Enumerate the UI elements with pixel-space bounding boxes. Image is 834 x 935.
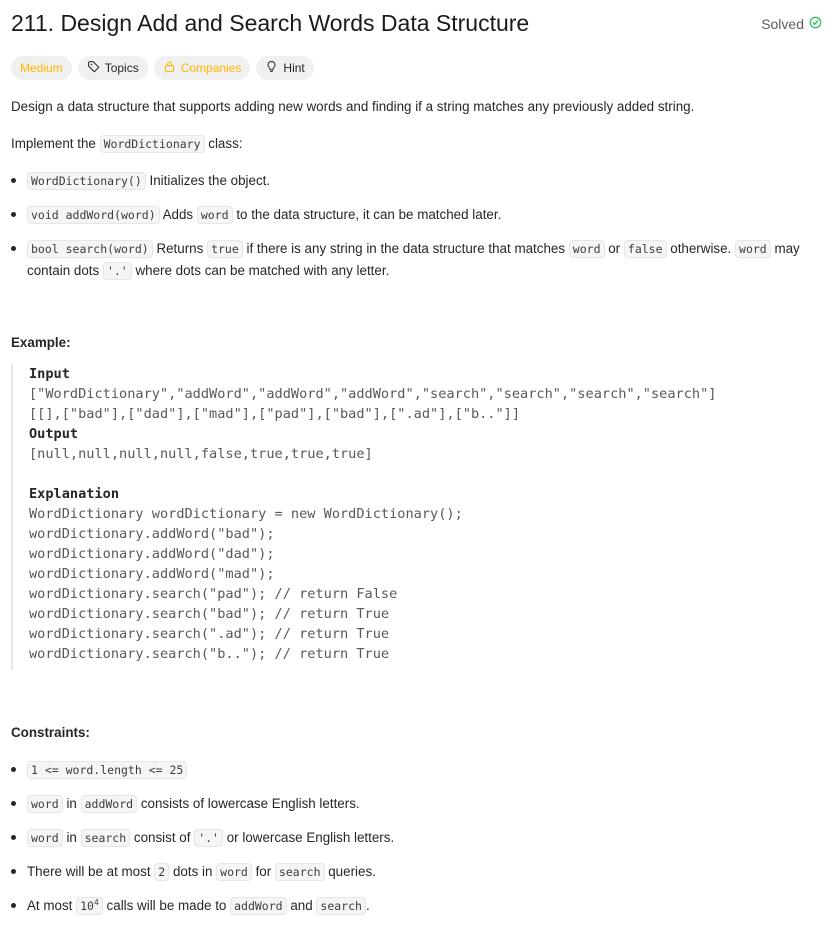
hint-label: Hint (283, 61, 305, 75)
list-item (11, 793, 811, 815)
lock-icon (163, 60, 176, 76)
list-text: or (608, 241, 621, 256)
output-label: Output (29, 426, 79, 442)
blank-line (29, 464, 811, 484)
example-code-block (11, 364, 811, 670)
list-text: may contain dots (27, 241, 800, 278)
explanation-line: wordDictionary.search("b.."); // return True (29, 646, 390, 662)
list-text: for (255, 864, 272, 879)
inline-code: 1 <= word.length <= 25 (27, 761, 187, 779)
list-item (11, 861, 811, 883)
list-text: or lowercase English letters. (226, 830, 395, 845)
implement-text (11, 133, 243, 155)
inline-code: search (316, 897, 366, 915)
list-item (11, 238, 811, 282)
hint-button[interactable] (256, 56, 313, 80)
list-item (11, 759, 811, 781)
list-item (11, 827, 811, 849)
constraints-heading: Constraints: (11, 725, 90, 740)
list-item (11, 170, 811, 192)
topics-label: Topics (104, 61, 139, 75)
inline-code: addWord (230, 897, 286, 915)
list-text: in (66, 796, 77, 811)
explanation-line: wordDictionary.search("pad"); // return False (29, 586, 398, 602)
list-text: consists of lowercase English letters. (140, 796, 360, 811)
list-text: dots in (172, 864, 213, 879)
list-text: Adds (162, 207, 194, 222)
example-heading: Example: (11, 335, 71, 350)
list-text: calls will be made to (106, 898, 227, 913)
explanation-line: wordDictionary.addWord("mad"); (29, 566, 275, 582)
output-line: [null,null,null,null,false,true,true,true] (29, 446, 373, 462)
list-item (11, 895, 811, 917)
list-text: . (365, 898, 370, 913)
list-text: Returns (156, 241, 204, 256)
inline-code: '.' (194, 829, 223, 847)
inline-code: '.' (103, 262, 132, 280)
inline-code: word (27, 795, 63, 813)
exponent: 4 (93, 898, 99, 908)
inline-code: void addWord(word) (27, 206, 160, 224)
constraints-list (11, 759, 811, 929)
implement-prefix: Implement the (11, 136, 96, 151)
companies-label: Companies (180, 61, 242, 75)
list-text: There will be at most (27, 864, 151, 879)
inline-code: search (275, 863, 325, 881)
tag-row (11, 56, 314, 80)
exponent-base: 10 (80, 899, 94, 913)
list-text: consist of (133, 830, 191, 845)
topics-button[interactable] (78, 56, 148, 80)
explanation-line: wordDictionary.search("bad"); // return True (29, 606, 390, 622)
list-text: to the data structure, it can be matched later. (236, 207, 502, 222)
inline-code: addWord (81, 795, 137, 813)
inline-code: word (216, 863, 252, 881)
inline-code (76, 897, 103, 915)
input-label: Input (29, 366, 70, 382)
list-text: Initializes the object. (149, 173, 271, 188)
inline-code: false (624, 240, 667, 258)
inline-code: word (27, 829, 63, 847)
class-name-code: WordDictionary (100, 135, 205, 153)
explanation-line: WordDictionary wordDictionary = new WordDictionary(); (29, 506, 463, 522)
solved-label: Solved (761, 16, 804, 32)
explanation-line: wordDictionary.search(".ad"); // return True (29, 626, 390, 642)
list-text: where dots can be matched with any letter. (135, 263, 390, 278)
input-line: ["WordDictionary","addWord","addWord","addWord","search","search","search","search"] (29, 386, 717, 402)
explanation-line: wordDictionary.addWord("dad"); (29, 546, 275, 562)
explanation-label: Explanation (29, 486, 120, 502)
list-item (11, 204, 811, 226)
list-text: otherwise. (670, 241, 732, 256)
lightbulb-icon (265, 60, 278, 76)
check-circle-icon (809, 16, 822, 32)
difficulty-badge: Medium (11, 56, 72, 80)
intro-text: Design a data structure that supports adding new words and finding if a string matches any previously added string. (11, 99, 695, 114)
tag-icon (87, 60, 100, 76)
inline-code: word (197, 206, 233, 224)
inline-code: word (735, 240, 771, 258)
inline-code: bool search(word) (27, 240, 153, 258)
list-text: At most (27, 898, 73, 913)
problem-title: 211. Design Add and Search Words Data Structure (11, 10, 530, 36)
list-text: queries. (328, 864, 376, 879)
inline-code: word (569, 240, 605, 258)
list-text: in (66, 830, 77, 845)
list-text: and (290, 898, 313, 913)
companies-button[interactable] (154, 56, 251, 80)
solved-status (761, 16, 822, 32)
input-line: [[],["bad"],["dad"],["mad"],["pad"],["bad"],[".ad"],["b.."]] (29, 406, 521, 422)
explanation-line: wordDictionary.addWord("bad"); (29, 526, 275, 542)
list-text: if there is any string in the data structure that matches (246, 241, 566, 256)
method-list (11, 170, 811, 294)
implement-suffix: class: (208, 136, 243, 151)
inline-code: search (81, 829, 131, 847)
inline-code: 2 (154, 863, 169, 881)
inline-code: true (207, 240, 243, 258)
inline-code: WordDictionary() (27, 172, 146, 190)
